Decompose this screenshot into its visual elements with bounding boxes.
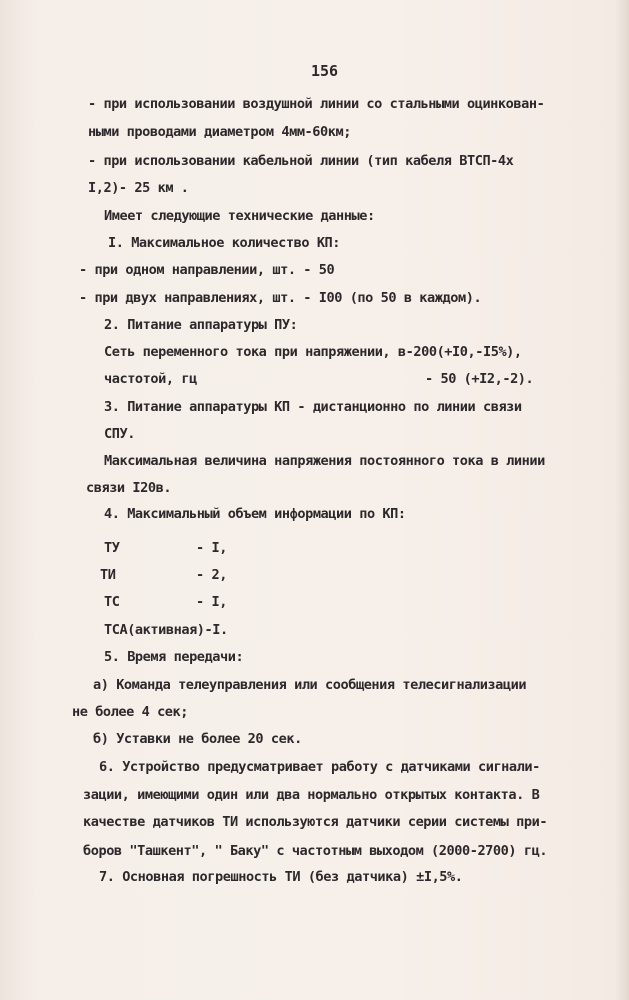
text-line: а) Команда телеуправления или сообщения телесигнализации	[93, 677, 527, 693]
text-line: зации, имеющими один или два нормально открытых контакта. В	[83, 787, 540, 803]
text-line: - 2,	[196, 567, 227, 583]
text-line: качестве датчиков ТИ используются датчики серии системы при-	[83, 814, 548, 830]
text-line: ными проводами диаметром 4мм-60км;	[88, 124, 351, 140]
text-line: связи I20в.	[86, 480, 172, 496]
text-line: I. Максимальное количество КП:	[108, 235, 341, 251]
text-line: СПУ.	[104, 426, 135, 442]
text-line: не более 4 сек;	[72, 704, 189, 720]
text-line: 6. Устройство предусматривает работу с датчиками сигнали-	[99, 759, 540, 775]
text-line: ТС	[104, 594, 120, 610]
page-edge-shadow	[615, 0, 629, 1000]
text-line: боров "Ташкент", " Баку" с частотным выходом (2000-2700) гц.	[83, 843, 548, 859]
text-line: б) Уставки не более 20 сек.	[93, 731, 302, 747]
text-line: ТУ	[104, 540, 120, 556]
text-line: I,2)- 25 км .	[88, 180, 189, 196]
text-line: Максимальная величина напряжения постоянного тока в линии	[104, 453, 545, 469]
text-line: 5. Время передачи:	[104, 649, 244, 665]
text-line: ТСА(активная)-I.	[104, 622, 228, 638]
text-line: - 50 (+I2,-2).	[425, 371, 534, 387]
text-line: - при использовании воздушной линии со стальными оцинкован-	[88, 96, 545, 112]
text-line: частотой, гц	[104, 371, 197, 387]
text-line: 4. Максимальный объем информации по КП:	[104, 506, 406, 522]
text-line: Имеет следующие технические данные:	[104, 208, 375, 224]
text-line: - при двух направлениях, шт. - I00 (по 50 в каждом).	[79, 290, 482, 306]
text-line: - при одном направлении, шт. - 50	[79, 262, 335, 278]
text-line: - при использовании кабельной линии (тип кабеля ВТСП-4х	[88, 153, 514, 169]
text-line: 2. Питание аппаратуры ПУ:	[104, 317, 298, 333]
text-line: - I,	[196, 540, 227, 556]
text-line: - I,	[196, 594, 227, 610]
text-line: ТИ	[100, 567, 116, 583]
page-number: 156	[311, 62, 339, 80]
text-line: 7. Основная погрешность ТИ (без датчика) ±I,5%.	[99, 869, 463, 885]
text-line: Сеть переменного тока при напряжении, в-200(+I0,-I5%),	[104, 344, 522, 360]
text-line: 3. Питание аппаратуры КП - дистанционно по линии связи	[104, 399, 522, 415]
